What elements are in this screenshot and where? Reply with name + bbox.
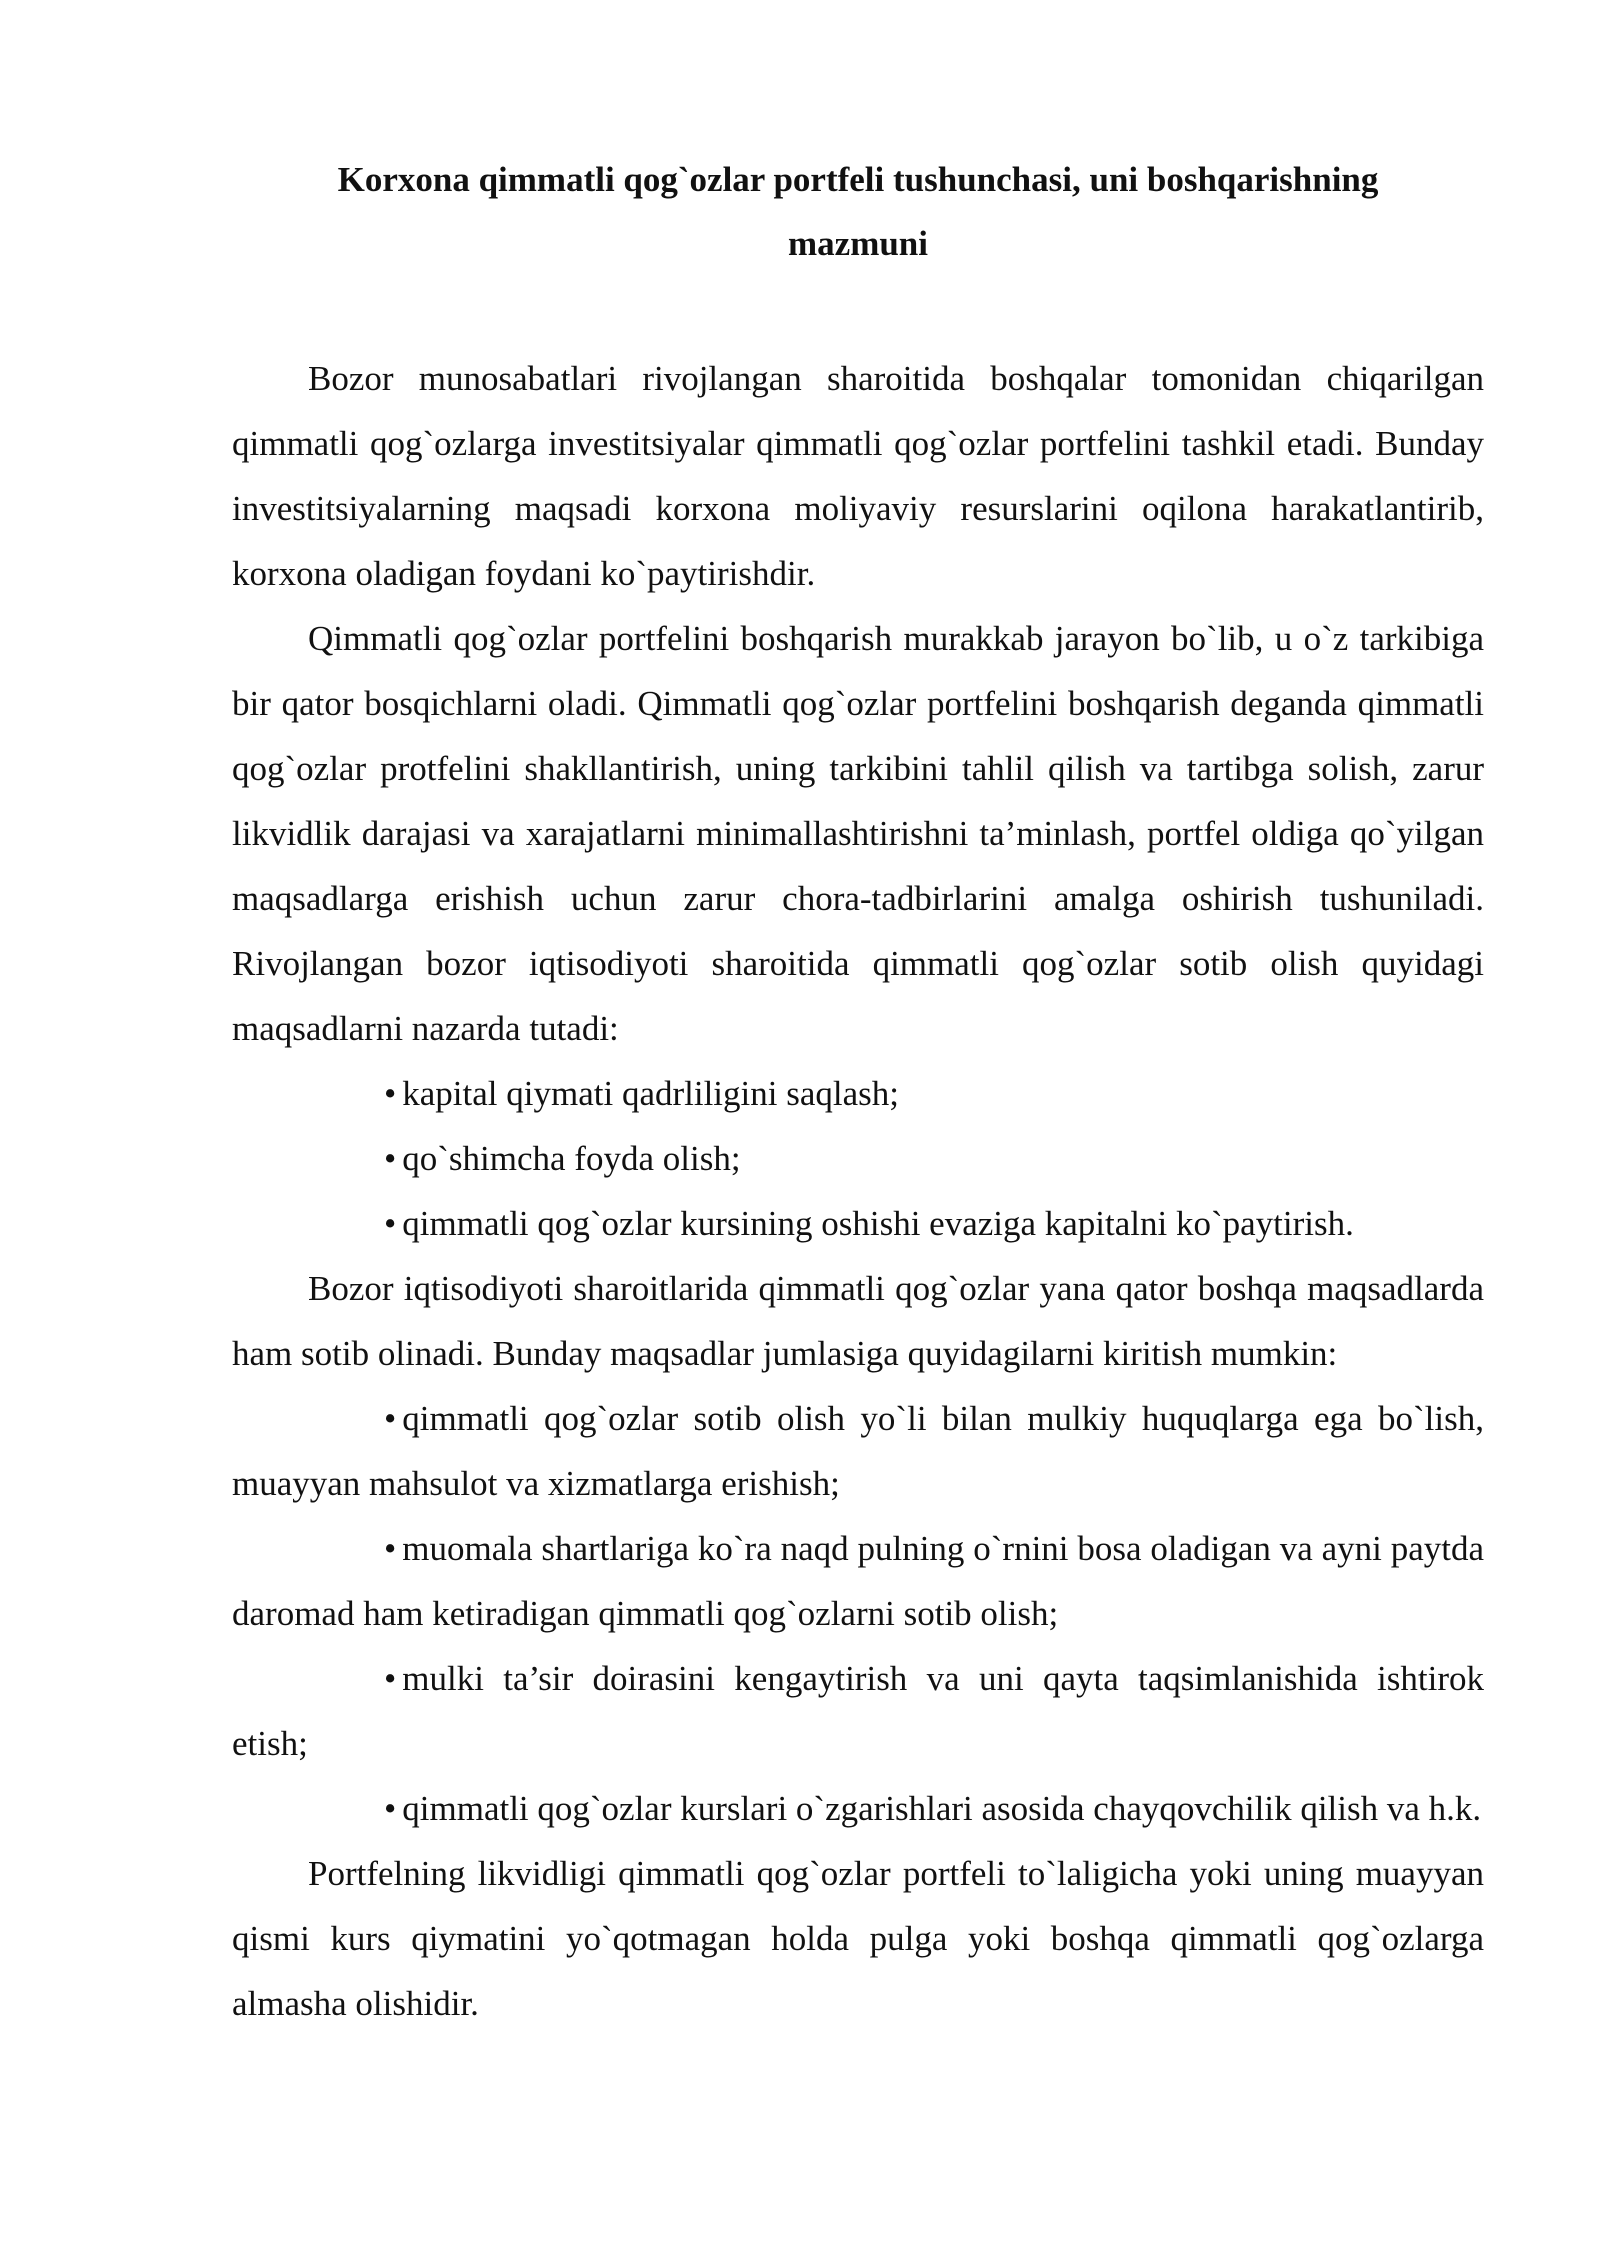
list-item-text: kapital qiymati qadrliligini saqlash; [402, 1074, 899, 1113]
goals-list [232, 1061, 1484, 1256]
bullet-icon: • [384, 1789, 397, 1828]
list-item-text: mulki ta’sir doirasini kengaytirish va uni qayta taqsimlanishida ishtirok etish; [232, 1659, 1484, 1763]
list-item [232, 1646, 1484, 1776]
paragraph-2: Qimmatli qog`ozlar portfelini boshqarish murakkab jarayon bo`lib, u o`z tarkibiga bir qator bosqichlarni oladi. Qimmatli qog`ozlar portfelini boshqarish deganda qimmatli qog`ozlar protfelini shakllantirish, uning tarkibini tahlil qilish va tartibga solish, zarur likvidlik darajasi va xarajatlarni minimallashtirishni ta’minlash, portfel oldiga qo`yilgan maqsadlarga erishish uchun zarur chora-tadbirlarini amalga oshirish tushuniladi. Rivojlangan bozor iqtisodiyoti sharoitida qimmatli qog`ozlar sotib olish quyidagi maqsadlarni nazarda tutadi: [232, 619, 1484, 1048]
list-item [232, 1776, 1484, 1841]
other-goals-list [232, 1386, 1484, 1841]
list-item [232, 1061, 1484, 1126]
bullet-icon: • [384, 1659, 397, 1698]
paragraph-3: Bozor iqtisodiyoti sharoitlarida qimmatli qog`ozlar yana qator boshqa maqsadlarda ham sotib olinadi. Bunday maqsadlar jumlasiga quyidagilarni kiritish mumkin: [232, 1269, 1484, 1373]
list-item-text: muomala shartlariga ko`ra naqd pulning o`rnini bosa oladigan va ayni paytda daromad ham ketiradigan qimmatli qog`ozlarni sotib olish; [232, 1529, 1484, 1633]
title-line-1: Korxona qimmatli qog`ozlar portfeli tushunchasi, uni boshqarishning [337, 160, 1379, 199]
list-item [232, 1191, 1484, 1256]
paragraph-1: Bozor munosabatlari rivojlangan sharoitida boshqalar tomonidan chiqarilgan qimmatli qog`ozlarga investitsiyalar qimmatli qog`ozlar portfelini tashkil etadi. Bunday investitsiyalarning maqsadi korxona moliyaviy resurslarini oqilona harakatlantirib, korxona oladigan foydani ko`paytirishdir. [232, 359, 1484, 593]
title-line-2: mazmuni [788, 224, 928, 263]
bullet-icon: • [384, 1399, 397, 1438]
bullet-icon: • [384, 1529, 397, 1568]
list-item-text: qimmatli qog`ozlar kurslari o`zgarishlari asosida chayqovchilik qilish va h.k. [402, 1789, 1482, 1828]
list-item [232, 1516, 1484, 1646]
list-item-text: qo`shimcha foyda olish; [402, 1139, 741, 1178]
list-item [232, 1386, 1484, 1516]
list-item [232, 1126, 1484, 1191]
bullet-icon: • [384, 1139, 397, 1178]
bullet-icon: • [384, 1074, 397, 1113]
list-item-text: qimmatli qog`ozlar sotib olish yo`li bilan mulkiy huquqlarga ega bo`lish, muayyan mahsulot va xizmatlarga erishish; [232, 1399, 1484, 1503]
page-title [232, 148, 1484, 276]
bullet-icon: • [384, 1204, 397, 1243]
document-page [232, 148, 1484, 2036]
paragraph-4: Portfelning likvidligi qimmatli qog`ozlar portfeli to`laligicha yoki uning muayyan qismi kurs qiymatini yo`qotmagan holda pulga yoki boshqa qimmatli qog`ozlarga almasha olishidir. [232, 1854, 1484, 2023]
list-item-text: qimmatli qog`ozlar kursining oshishi evaziga kapitalni ko`paytirish. [402, 1204, 1354, 1243]
